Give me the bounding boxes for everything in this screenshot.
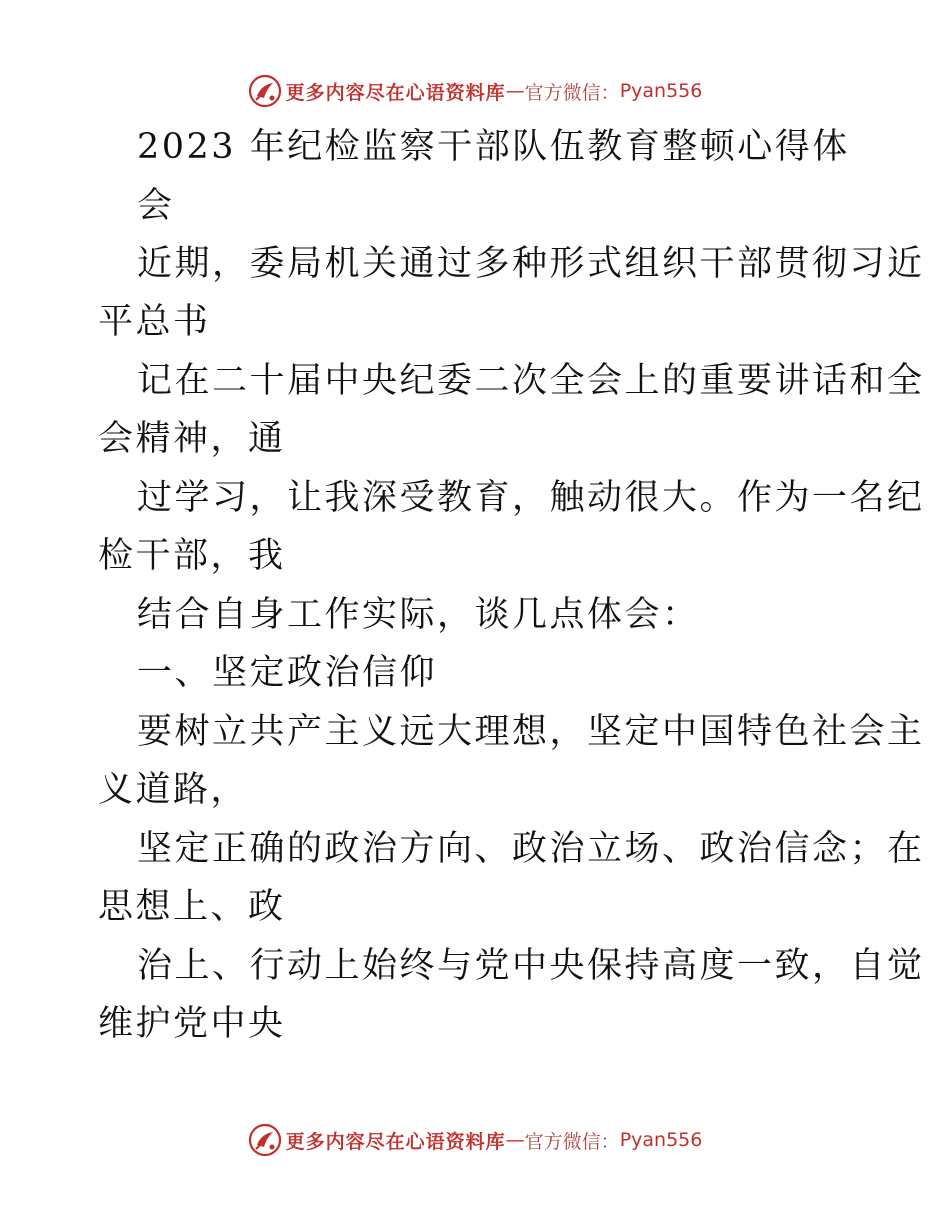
paragraph-line: 坚定正确的政治方向、政治立场、政治信念；在 [137,829,925,869]
paragraph-line: 结合自身工作实际，谈几点体会： [137,595,700,635]
paragraph-line: 维护党中央 [98,1004,286,1044]
seal-logo-icon [248,74,282,108]
paragraph-line: 过学习，让我深受教育，触动很大。作为一名纪 [137,478,925,518]
paragraph-line: 要树立共产主义远大理想，坚定中国特色社会主 [137,712,925,752]
seal-logo-icon [248,1123,282,1157]
section-heading: 一、坚定政治信仰 [137,653,438,693]
watermark-text: 更多内容尽在心语资料库 [285,1130,506,1153]
document-title-cont: 会 [137,186,175,226]
header-watermark [0,71,950,111]
paragraph-line: 检干部，我 [98,536,286,576]
paragraph-line: 记在二十届中央纪委二次全会上的重要讲话和全 [137,361,925,401]
paragraph-line: 义道路， [98,770,249,810]
watermark-wechat-id: Pyan556 [619,1129,703,1151]
watermark-text: 更多内容尽在心语资料库 [285,81,506,104]
watermark-separator: — [505,80,525,102]
watermark-separator: — [505,1129,525,1151]
watermark-wechat-label: 官方微信： [524,81,620,104]
watermark-wechat-label: 官方微信： [524,1130,620,1153]
watermark-wechat-id: Pyan556 [619,80,703,102]
footer-watermark [0,1120,950,1160]
document-title: 2023 年纪检监察干部队伍教育整顿心得体 [137,127,850,167]
paragraph-line: 平总书 [98,302,211,342]
paragraph-line: 治上、行动上始终与党中央保持高度一致，自觉 [137,946,925,986]
paragraph-line: 会精神，通 [98,419,286,459]
paragraph-line: 近期，委局机关通过多种形式组织干部贯彻习近 [137,244,925,284]
paragraph-line: 思想上、政 [98,887,286,927]
